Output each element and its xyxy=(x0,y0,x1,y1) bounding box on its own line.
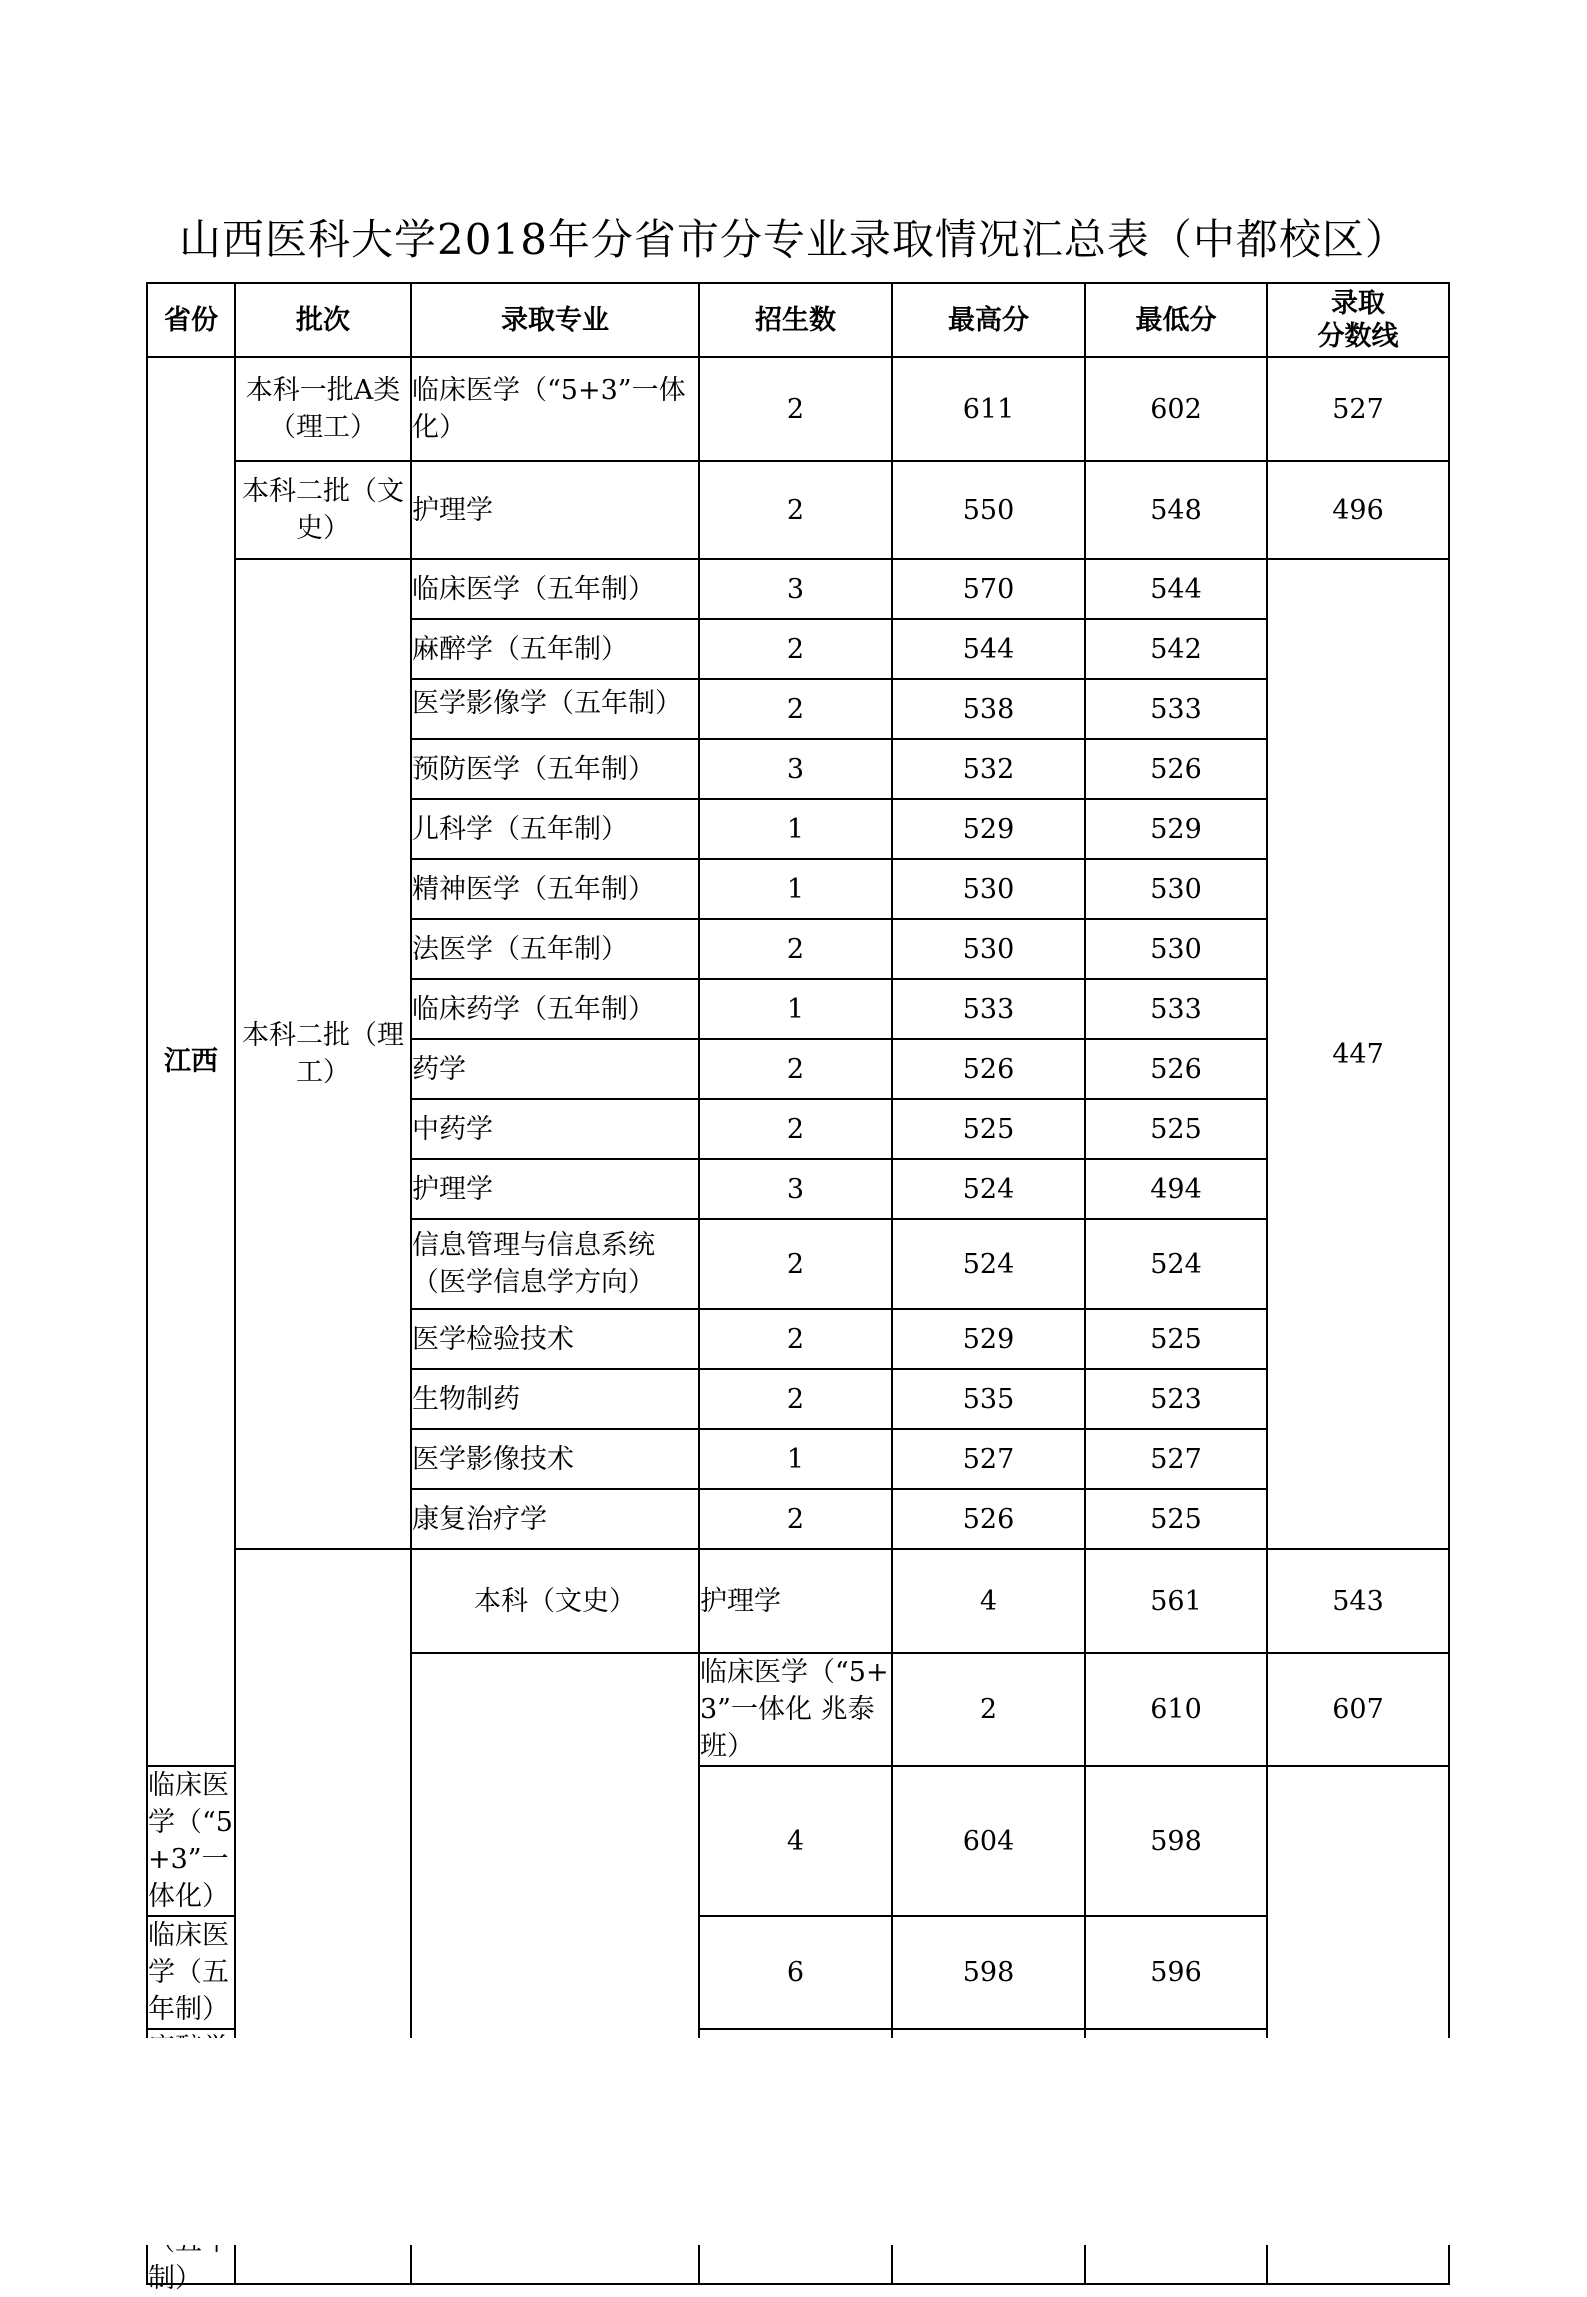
min-score-cell: 548 xyxy=(1085,461,1267,559)
max-score-cell: 530 xyxy=(892,919,1085,979)
min-score-cell: 526 xyxy=(1085,1039,1267,1099)
min-score-cell: 530 xyxy=(1085,859,1267,919)
quota-cell: 4 xyxy=(892,1549,1085,1653)
min-score-cell: 529 xyxy=(1085,799,1267,859)
max-score-cell: 524 xyxy=(892,1159,1085,1219)
header-row xyxy=(147,283,1449,357)
major-cell xyxy=(411,679,699,739)
batch-cell: 本科二批（文史） xyxy=(235,461,411,559)
quota-cell: 3 xyxy=(699,739,892,799)
batch-cell: 本科一批A类（理工） xyxy=(235,357,411,461)
min-score-cell: 533 xyxy=(1085,679,1267,739)
min-score-cell: 494 xyxy=(1085,1159,1267,1219)
major-cell: 临床医学（“5+3”一体化） xyxy=(411,357,699,461)
quota-cell: 2 xyxy=(699,1369,892,1429)
quota-cell: 2 xyxy=(699,461,892,559)
major-cell: 临床医学（“5+3”一体化） xyxy=(147,1766,235,1916)
major-cell: 临床医学（五年制） xyxy=(411,559,699,619)
major-cell: 儿科学（五年制） xyxy=(411,799,699,859)
min-score-cell: 544 xyxy=(1085,559,1267,619)
province-cell-jiangxi: 江西 xyxy=(147,357,235,1766)
quota-cell: 1 xyxy=(699,979,892,1039)
header-cutoff-line2: 分数线 xyxy=(1317,321,1399,352)
cutoff-cell: 447 xyxy=(1267,559,1449,1549)
quota-cell: 2 xyxy=(699,1039,892,1099)
quota-cell: 2 xyxy=(699,1489,892,1549)
major-cell: 麻醉学（五年制） xyxy=(411,619,699,679)
header-max: 最高分 xyxy=(892,283,1085,357)
max-score-cell: 604 xyxy=(892,1766,1085,1916)
quota-cell: 2 xyxy=(699,1309,892,1369)
quota-cell: 3 xyxy=(699,1159,892,1219)
max-score-cell: 598 xyxy=(892,1916,1085,2029)
max-score-cell: 533 xyxy=(892,979,1085,1039)
table-row xyxy=(147,559,1449,619)
max-score-cell: 524 xyxy=(892,1219,1085,1309)
major-cell: 康复治疗学 xyxy=(411,1489,699,1549)
min-score-cell: 543 xyxy=(1267,1549,1449,1653)
major-cell: 信息管理与信息系统（医学信息学方向） xyxy=(411,1219,699,1309)
quota-cell: 3 xyxy=(699,559,892,619)
min-score-cell: 530 xyxy=(1085,919,1267,979)
batch-cell: 本科（文史） xyxy=(411,1549,699,1653)
quota-cell: 1 xyxy=(699,859,892,919)
min-score-cell: 598 xyxy=(1085,1766,1267,1916)
max-score-cell: 527 xyxy=(892,1429,1085,1489)
quota-cell: 1 xyxy=(699,799,892,859)
min-score-cell: 602 xyxy=(1085,357,1267,461)
min-score-cell: 596 xyxy=(1085,1916,1267,2029)
min-score-cell: 526 xyxy=(1085,739,1267,799)
header-quota: 招生数 xyxy=(699,283,892,357)
cutoff-cell: 527 xyxy=(1267,357,1449,461)
page-bottom-margin xyxy=(140,2038,1460,2294)
major-cell: 精神医学（五年制） xyxy=(411,859,699,919)
quota-cell: 6 xyxy=(699,1916,892,2029)
max-score-cell: 550 xyxy=(892,461,1085,559)
major-cell: 预防医学（五年制） xyxy=(411,739,699,799)
quota-cell: 2 xyxy=(892,1653,1085,1766)
max-score-cell: 544 xyxy=(892,619,1085,679)
header-province: 省份 xyxy=(147,283,235,357)
major-cell: 生物制药 xyxy=(411,1369,699,1429)
min-score-cell: 527 xyxy=(1085,1429,1267,1489)
quota-cell: 2 xyxy=(699,919,892,979)
min-score-cell: 533 xyxy=(1085,979,1267,1039)
major-cell: 法医学（五年制） xyxy=(411,919,699,979)
max-score-cell: 526 xyxy=(892,1489,1085,1549)
table-row xyxy=(147,461,1449,559)
max-score-cell: 538 xyxy=(892,679,1085,739)
min-score-cell: 525 xyxy=(1085,1489,1267,1549)
quota-cell: 2 xyxy=(699,619,892,679)
quota-cell: 4 xyxy=(699,1766,892,1916)
max-score-cell: 525 xyxy=(892,1099,1085,1159)
max-score-cell: 570 xyxy=(892,559,1085,619)
header-batch: 批次 xyxy=(235,283,411,357)
header-cutoff-line1: 录取 xyxy=(1331,288,1385,319)
major-text: 医学影像学（五年制） xyxy=(412,688,682,719)
header-min: 最低分 xyxy=(1085,283,1267,357)
max-score-cell: 530 xyxy=(892,859,1085,919)
major-cell: 中药学 xyxy=(411,1099,699,1159)
major-cell: 医学检验技术 xyxy=(411,1309,699,1369)
min-score-cell: 542 xyxy=(1085,619,1267,679)
major-cell: 药学 xyxy=(411,1039,699,1099)
table-row xyxy=(147,357,1449,461)
major-cell: 护理学 xyxy=(699,1549,892,1653)
major-cell: 医学影像技术 xyxy=(411,1429,699,1489)
major-cell: 临床药学（五年制） xyxy=(411,979,699,1039)
major-cell: 临床医学（“5+3”一体化 兆泰班） xyxy=(699,1653,892,1766)
max-score-cell: 529 xyxy=(892,799,1085,859)
batch-cell: 本科二批（理工） xyxy=(235,559,411,1549)
major-cell: 护理学 xyxy=(411,461,699,559)
header-major: 录取专业 xyxy=(411,283,699,357)
major-cell: 临床医学（五年制） xyxy=(147,1916,235,2029)
quota-cell: 1 xyxy=(699,1429,892,1489)
quota-cell: 2 xyxy=(699,679,892,739)
admission-table xyxy=(146,282,1450,2294)
max-score-cell: 610 xyxy=(1085,1653,1267,1766)
min-score-cell: 525 xyxy=(1085,1309,1267,1369)
quota-cell: 2 xyxy=(699,1099,892,1159)
table-row xyxy=(147,1549,1449,1653)
page-title: 山西医科大学2018年分省市分专业录取情况汇总表（中都校区） xyxy=(179,215,1408,264)
max-score-cell: 561 xyxy=(1085,1549,1267,1653)
max-score-cell: 611 xyxy=(892,357,1085,461)
quota-cell: 2 xyxy=(699,1219,892,1309)
major-text: 制） xyxy=(148,2263,202,2294)
cutoff-cell: 496 xyxy=(1267,461,1449,559)
max-score-cell: 535 xyxy=(892,1369,1085,1429)
min-score-cell: 525 xyxy=(1085,1099,1267,1159)
min-score-cell: 523 xyxy=(1085,1369,1267,1429)
max-score-cell: 529 xyxy=(892,1309,1085,1369)
min-score-cell: 524 xyxy=(1085,1219,1267,1309)
header-cutoff xyxy=(1267,283,1449,357)
max-score-cell: 526 xyxy=(892,1039,1085,1099)
max-score-cell: 532 xyxy=(892,739,1085,799)
major-cell: 护理学 xyxy=(411,1159,699,1219)
min-score-cell: 607 xyxy=(1267,1653,1449,1766)
quota-cell: 2 xyxy=(699,357,892,461)
